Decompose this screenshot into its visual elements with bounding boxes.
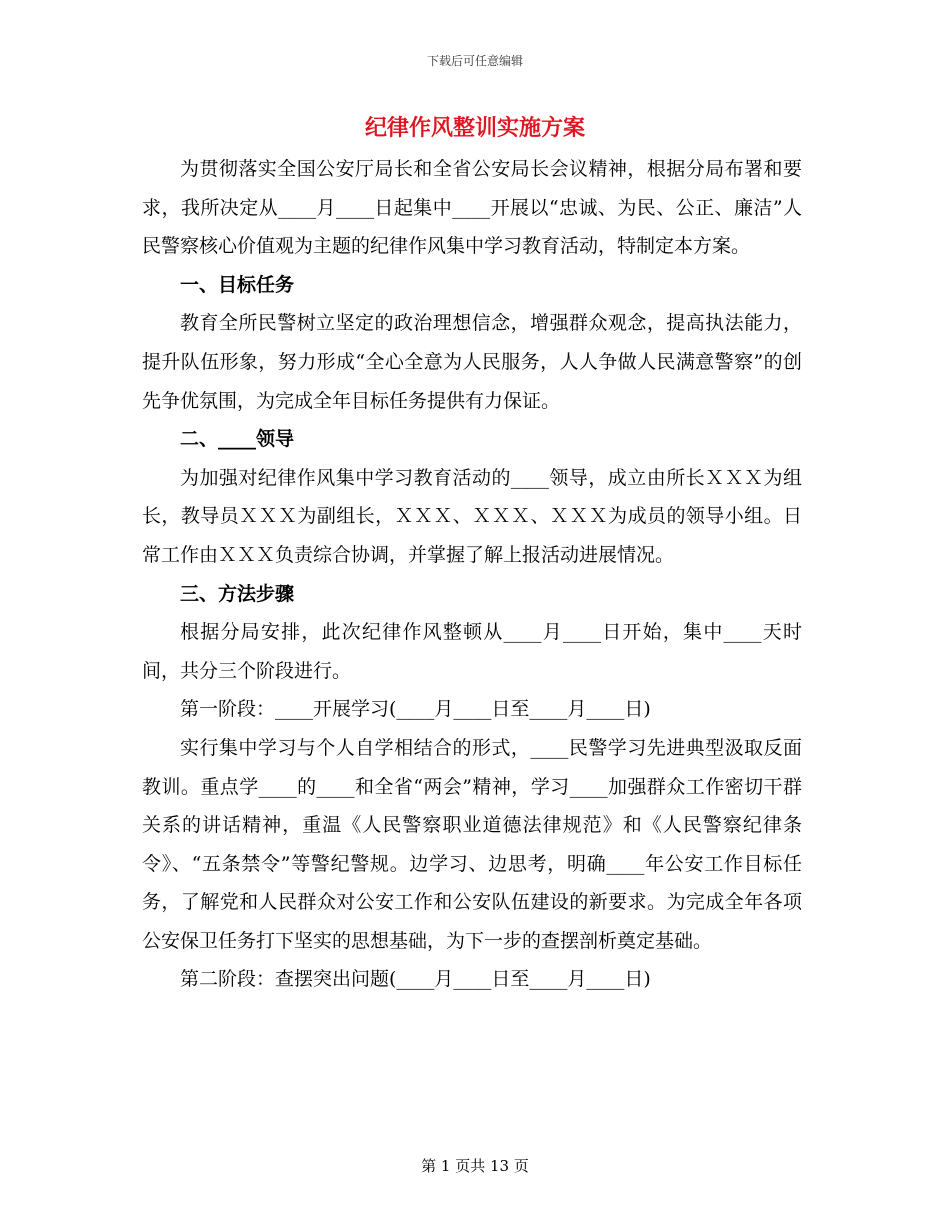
document-body: [142, 150, 802, 999]
paragraph-intro: 为贯彻落实全国公安厅局长和全省公安局长会议精神，根据分局布署和要求，我所决定从____月____日起集中____开展以“忠诚、为民、公正、廉洁”人民警察核心价值观为主题的纪律作风集中学习教育活动，特制定本方案。: [142, 158, 802, 258]
phase-one-heading: 第一阶段：____开展学习(____月____日至____月____日): [180, 698, 651, 721]
section-heading-leadership: 二、____领导: [180, 428, 295, 451]
paragraph-goals: 教育全所民警树立坚定的政治理想信念，增强群众观念，提高执法能力，提升队伍形象，努力形成“全心全意为人民服务，人人争做人民满意警察”的创先争优氛围，为完成全年目标任务提供有力保证。: [142, 312, 802, 412]
page-footer: 第 1 页共 13 页: [421, 1157, 529, 1175]
section-heading-goals: 一、目标任务: [180, 273, 295, 296]
phase-two-heading: 第二阶段：查摆突出问题(____月____日至____月____日): [180, 968, 651, 991]
section-heading-steps: 三、方法步骤: [180, 582, 295, 605]
page-header: 下载后可任意编辑: [426, 54, 523, 68]
paragraph-phase-one: 实行集中学习与个人自学相结合的形式，____民警学习先进典型汲取反面教训。重点学____的____和全省“两会”精神，学习____加强群众工作密切干群关系的讲话精神，重温《人民警察职业道德法律规范》和《人民警察纪律条令》、“五条禁令”等警纪警规。边学习、边思考，明确____年公安工作目标任务，了解党和人民群众对公安工作和公安队伍建设的新要求。为完成全年各项公安保卫任务打下坚实的思想基础，为下一步的查摆剖析奠定基础。: [142, 736, 802, 952]
paragraph-leadership: 为加强对纪律作风集中学习教育活动的____领导，成立由所长ＸＸＸ为组长，教导员ＸＸＸ为副组长，ＸＸＸ、ＸＸＸ、ＸＸＸ为成员的领导小组。日常工作由ＸＸＸ负责综合协调，并掌握了解上报活动进展情况。: [142, 466, 802, 566]
paragraph-steps: 根据分局安排，此次纪律作风整顿从____月____日开始，集中____天时间，共分三个阶段进行。: [142, 621, 802, 682]
document-title: 纪律作风整训实施方案: [364, 116, 585, 141]
